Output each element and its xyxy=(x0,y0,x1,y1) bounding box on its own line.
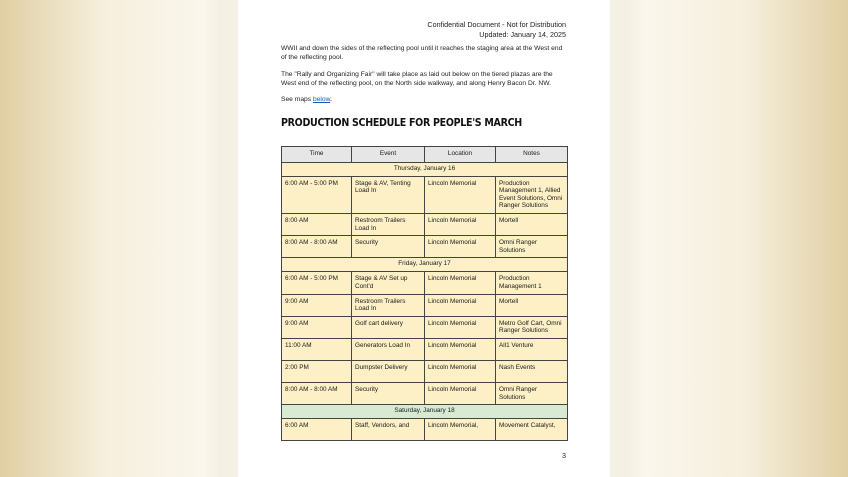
cell-event: Golf cart delivery xyxy=(352,316,425,338)
day-row-saturday xyxy=(282,405,568,419)
paragraph-see-maps xyxy=(281,95,563,104)
see-maps-suffix: . xyxy=(330,96,332,103)
cell-notes: Metro Golf Cart, Omni Ranger Solutions xyxy=(496,316,568,338)
cell-event: Restroom Trailers Load In xyxy=(352,294,425,316)
cell-notes: Movement Catalyst, xyxy=(496,419,568,441)
cell-notes: Production Management 1 xyxy=(496,272,568,294)
document-page xyxy=(238,0,610,477)
paragraph-route: WWII and down the sides of the reflecting pool until it reaches the staging area at the West end of the reflecting pool. xyxy=(281,45,563,62)
table-row xyxy=(282,360,568,382)
cell-event: Stage & AV Set up Cont'd xyxy=(352,272,425,294)
day-label: Thursday, January 16 xyxy=(282,162,568,176)
column-header-notes: Notes xyxy=(496,147,568,163)
see-maps-prefix: See maps xyxy=(281,96,313,103)
cell-location: Lincoln Memorial xyxy=(425,272,496,294)
table-row xyxy=(282,338,568,360)
document-header xyxy=(427,20,566,39)
cell-notes: Omni Ranger Solutions xyxy=(496,382,568,404)
confidential-notice: Confidential Document - Not for Distribution xyxy=(427,20,566,29)
cell-time: 6:00 AM - 5:00 PM xyxy=(282,272,352,294)
day-label: Friday, January 17 xyxy=(282,258,568,272)
cell-location: Lincoln Memorial xyxy=(425,176,496,213)
cell-time: 6:00 AM xyxy=(282,419,352,441)
table-row xyxy=(282,382,568,404)
table-row xyxy=(282,316,568,338)
production-schedule-table xyxy=(281,146,568,441)
cell-event: Stage & AV, Tenting Load In xyxy=(352,176,425,213)
cell-notes: Nash Events xyxy=(496,360,568,382)
table-row xyxy=(282,419,568,441)
page-number: 3 xyxy=(562,451,566,460)
table-row xyxy=(282,176,568,213)
cell-time: 9:00 AM xyxy=(282,294,352,316)
column-header-event: Event xyxy=(352,147,425,163)
cell-location: Lincoln Memorial xyxy=(425,236,496,258)
maps-link[interactable]: below xyxy=(312,96,331,103)
column-header-location: Location xyxy=(425,147,496,163)
cell-event: Generators Load In xyxy=(352,338,425,360)
cell-time: 8:00 AM - 8:00 AM xyxy=(282,382,352,404)
table-row xyxy=(282,236,568,258)
cell-event: Security xyxy=(352,236,425,258)
cell-location: Lincoln Memorial xyxy=(425,316,496,338)
cell-location: Lincoln Memorial xyxy=(425,360,496,382)
paragraph-rally-fair: The "Rally and Organizing Fair" will take place as laid out below on the tiered plazas are the West end of the reflecting pool, on the North side walkway, and along Henry Bacon Dr. NW. xyxy=(281,71,553,88)
table-row xyxy=(282,272,568,294)
cell-location: Lincoln Memorial xyxy=(425,382,496,404)
day-label: Saturday, January 18 xyxy=(282,405,568,419)
day-row-friday xyxy=(282,258,568,272)
cell-notes: All1 Venture xyxy=(496,338,568,360)
cell-location: Lincoln Memorial, xyxy=(425,419,496,441)
cell-time: 8:00 AM - 8:00 AM xyxy=(282,236,352,258)
cell-notes: Mortell xyxy=(496,213,568,235)
cell-notes: Omni Ranger Solutions xyxy=(496,236,568,258)
cell-event: Staff, Vendors, and xyxy=(352,419,425,441)
cell-event: Restroom Trailers Load In xyxy=(352,213,425,235)
column-header-time: Time xyxy=(282,147,352,163)
section-title: PRODUCTION SCHEDULE FOR PEOPLE'S MARCH xyxy=(281,117,522,130)
day-row-thursday xyxy=(282,162,568,176)
table-header-row xyxy=(282,147,568,163)
cell-location: Lincoln Memorial xyxy=(425,213,496,235)
table-row xyxy=(282,213,568,235)
cell-notes: Mortell xyxy=(496,294,568,316)
table-row xyxy=(282,294,568,316)
cell-time: 8:00 AM xyxy=(282,213,352,235)
updated-date: Updated: January 14, 2025 xyxy=(479,29,566,39)
cell-location: Lincoln Memorial xyxy=(425,294,496,316)
cell-event: Security xyxy=(352,382,425,404)
cell-time: 11:00 AM xyxy=(282,338,352,360)
cell-notes: Production Management 1, Allied Event Solutions, Omni Ranger Solutions xyxy=(496,176,568,213)
cell-time: 6:00 AM - 5:00 PM xyxy=(282,176,352,213)
cell-time: 2:00 PM xyxy=(282,360,352,382)
cell-event: Dumpster Delivery xyxy=(352,360,425,382)
cell-location: Lincoln Memorial xyxy=(425,338,496,360)
cell-time: 9:00 AM xyxy=(282,316,352,338)
